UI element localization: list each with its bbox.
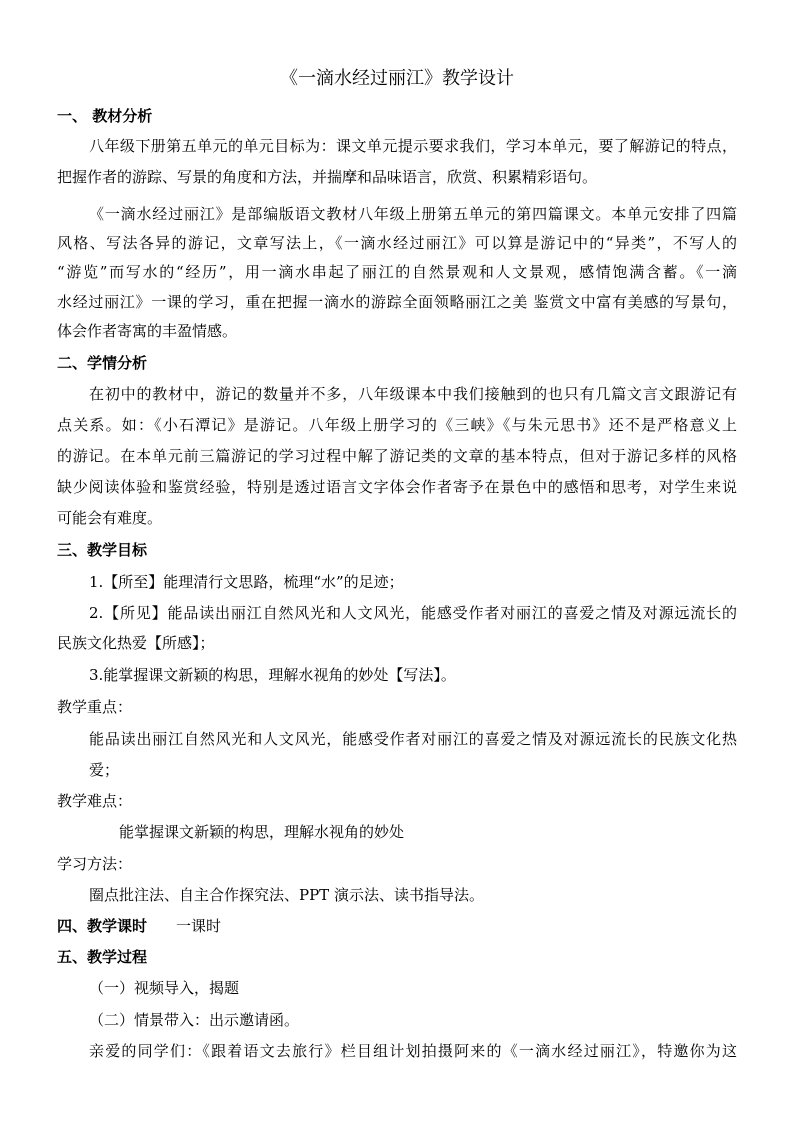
paragraph-line: “游览”而写水的“经历”，用一滴水串起了丽江的自然景观和人文景观，感情饱满含蓄。《一滴 [57, 263, 737, 281]
section-heading-class-hours: 四、教学课时 [57, 917, 148, 935]
paragraph-line: 风格、写法各异的游记，文章写法上，《一滴水经过丽江》可以算是游记中的“异类”，不写人的 [57, 234, 737, 252]
paragraph-line: 的游记。在本单元前三篇游记的学习过程中解了游记类的文章的基本特点，但对于游记多样的风格 [57, 447, 737, 465]
paragraph-line: 《一滴水经过丽江》是部编版语文教材八年级上册第五单元的第四篇课文。本单元安排了四篇 [89, 205, 737, 223]
paragraph-line: 点关系。如：《小石潭记》是游记。八年级上册学习的《三峡》《与朱元思书》还不是严格意义上 [57, 416, 737, 434]
paragraph-line: 可能会有难度。 [57, 509, 163, 527]
section-heading-teaching-goals: 三、教学目标 [57, 541, 148, 559]
process-step-1: （一）视频导入，揭题 [89, 979, 240, 997]
class-hours-value: 一课时 [176, 917, 222, 935]
key-points-text-cont: 爱； [89, 761, 120, 779]
process-step-2-text: 亲爱的同学们：《跟着语文去旅行》栏目组计划拍摄阿来的《一滴水经过丽江》，特邀你为这 [89, 1042, 737, 1060]
paragraph-line: 把握作者的游踪、写景的角度和方法，并揣摩和品味语言，欣赏、积累精彩语句。 [57, 168, 598, 186]
paragraph-line: 在初中的教材中，游记的数量并不多，八年级课本中我们接触到的也只有几篇文言文跟游记有 [89, 385, 737, 403]
goal-item-1: 1.【所至】能理清行文思路，梳理“水”的足迹； [89, 573, 404, 591]
section-heading-learner-analysis: 二、学情分析 [57, 354, 148, 372]
difficulty-label: 教学难点： [57, 792, 133, 810]
difficulty-text: 能掌握课文新颖的构思，理解水视角的妙处 [119, 823, 405, 841]
paragraph-line: 缺少阅读体验和鉴赏经验，特别是透过语言文字体会作者寄予在景色中的感悟和思考，对学生来说 [57, 478, 737, 496]
process-step-2: （二）情景带入：出示邀请函。 [89, 1011, 300, 1029]
section-heading-teaching-process: 五、教学过程 [57, 948, 148, 966]
learning-method-text: 圈点批注法、自主合作探究法、PPT 演示法、读书指导法。 [89, 886, 484, 904]
goal-item-2-cont: 民族文化热爱【所感】； [57, 634, 215, 652]
paragraph-line: 体会作者寄寓的丰盈情感。 [57, 322, 238, 340]
document-title: 《一滴水经过丽江》教学设计 [280, 68, 514, 89]
key-points-label: 教学重点： [57, 698, 133, 716]
goal-item-3: 3.能掌握课文新颖的构思，理解水视角的妙处【写法】。 [89, 666, 456, 684]
goal-item-2: 2.【所见】能品读出丽江自然风光和人文风光，能感受作者对丽江的喜爱之情及对源远流长的 [89, 604, 737, 622]
learning-method-label: 学习方法： [57, 855, 133, 873]
section-heading-textbook-analysis: 一、 教材分析 [57, 107, 153, 125]
key-points-text: 能品读出丽江自然风光和人文风光，能感受作者对丽江的喜爱之情及对源远流长的民族文化热 [89, 730, 737, 748]
paragraph-line: 水经过丽江》一课的学习，重在把握一滴水的游踪全面领略丽江之美 鉴赏文中富有美感的写景句， [57, 293, 737, 311]
paragraph-line: 八年级下册第五单元的单元目标为：课文单元提示要求我们，学习本单元，要了解游记的特点， [89, 137, 737, 155]
